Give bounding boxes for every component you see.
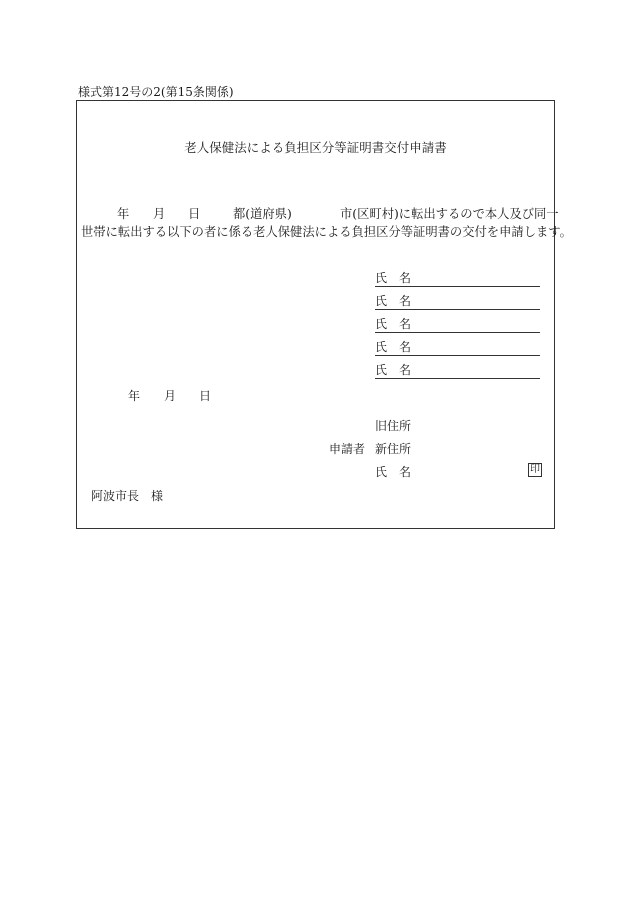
addressee: 阿波市長 様 bbox=[91, 489, 164, 503]
name-row-1[interactable] bbox=[375, 271, 540, 287]
body-year: 年 bbox=[117, 207, 130, 221]
form-frame bbox=[76, 100, 572, 529]
application-date bbox=[77, 389, 554, 403]
body-month: 月 bbox=[153, 207, 166, 221]
name-label-given: 名 bbox=[399, 317, 412, 331]
name-row-3[interactable] bbox=[375, 317, 540, 333]
name-row-4[interactable] bbox=[375, 340, 540, 356]
old-address-label: 旧住所 bbox=[375, 419, 412, 433]
body-day: 日 bbox=[188, 207, 201, 221]
name-label-surname: 氏 bbox=[375, 271, 388, 285]
body-line-2-text: 世帯に転出する以下の者に係る老人保健法による負担区分等証明書の交付を申請します。 bbox=[81, 225, 572, 239]
name-label-given: 名 bbox=[399, 271, 412, 285]
form-number-label: 様式第12号の2(第15条関係) bbox=[78, 85, 234, 99]
name-row-2[interactable] bbox=[375, 294, 540, 310]
date2-month: 月 bbox=[164, 389, 177, 403]
name-label-given: 名 bbox=[399, 363, 412, 377]
body-city: 市(区町村)に転出するので本人及び同一 bbox=[340, 207, 559, 221]
body-prefecture: 都(道府県) bbox=[233, 207, 292, 221]
name-row-5[interactable] bbox=[375, 363, 540, 379]
name-label-surname: 氏 bbox=[375, 340, 388, 354]
date2-year: 年 bbox=[128, 389, 141, 403]
applicant-name-label-2: 名 bbox=[399, 465, 412, 479]
new-address-label: 新住所 bbox=[375, 442, 412, 456]
applicant-name-label-1: 氏 bbox=[375, 465, 388, 479]
seal-icon: 印 bbox=[530, 464, 540, 475]
date2-day: 日 bbox=[199, 389, 212, 403]
name-label-given: 名 bbox=[399, 294, 412, 308]
applicant-label: 申請者 bbox=[329, 442, 366, 456]
name-label-surname: 氏 bbox=[375, 317, 388, 331]
name-label-given: 名 bbox=[399, 340, 412, 354]
form-title: 老人保健法による負担区分等証明書交付申請書 bbox=[184, 140, 447, 155]
name-label-surname: 氏 bbox=[375, 363, 388, 377]
name-label-surname: 氏 bbox=[375, 294, 388, 308]
